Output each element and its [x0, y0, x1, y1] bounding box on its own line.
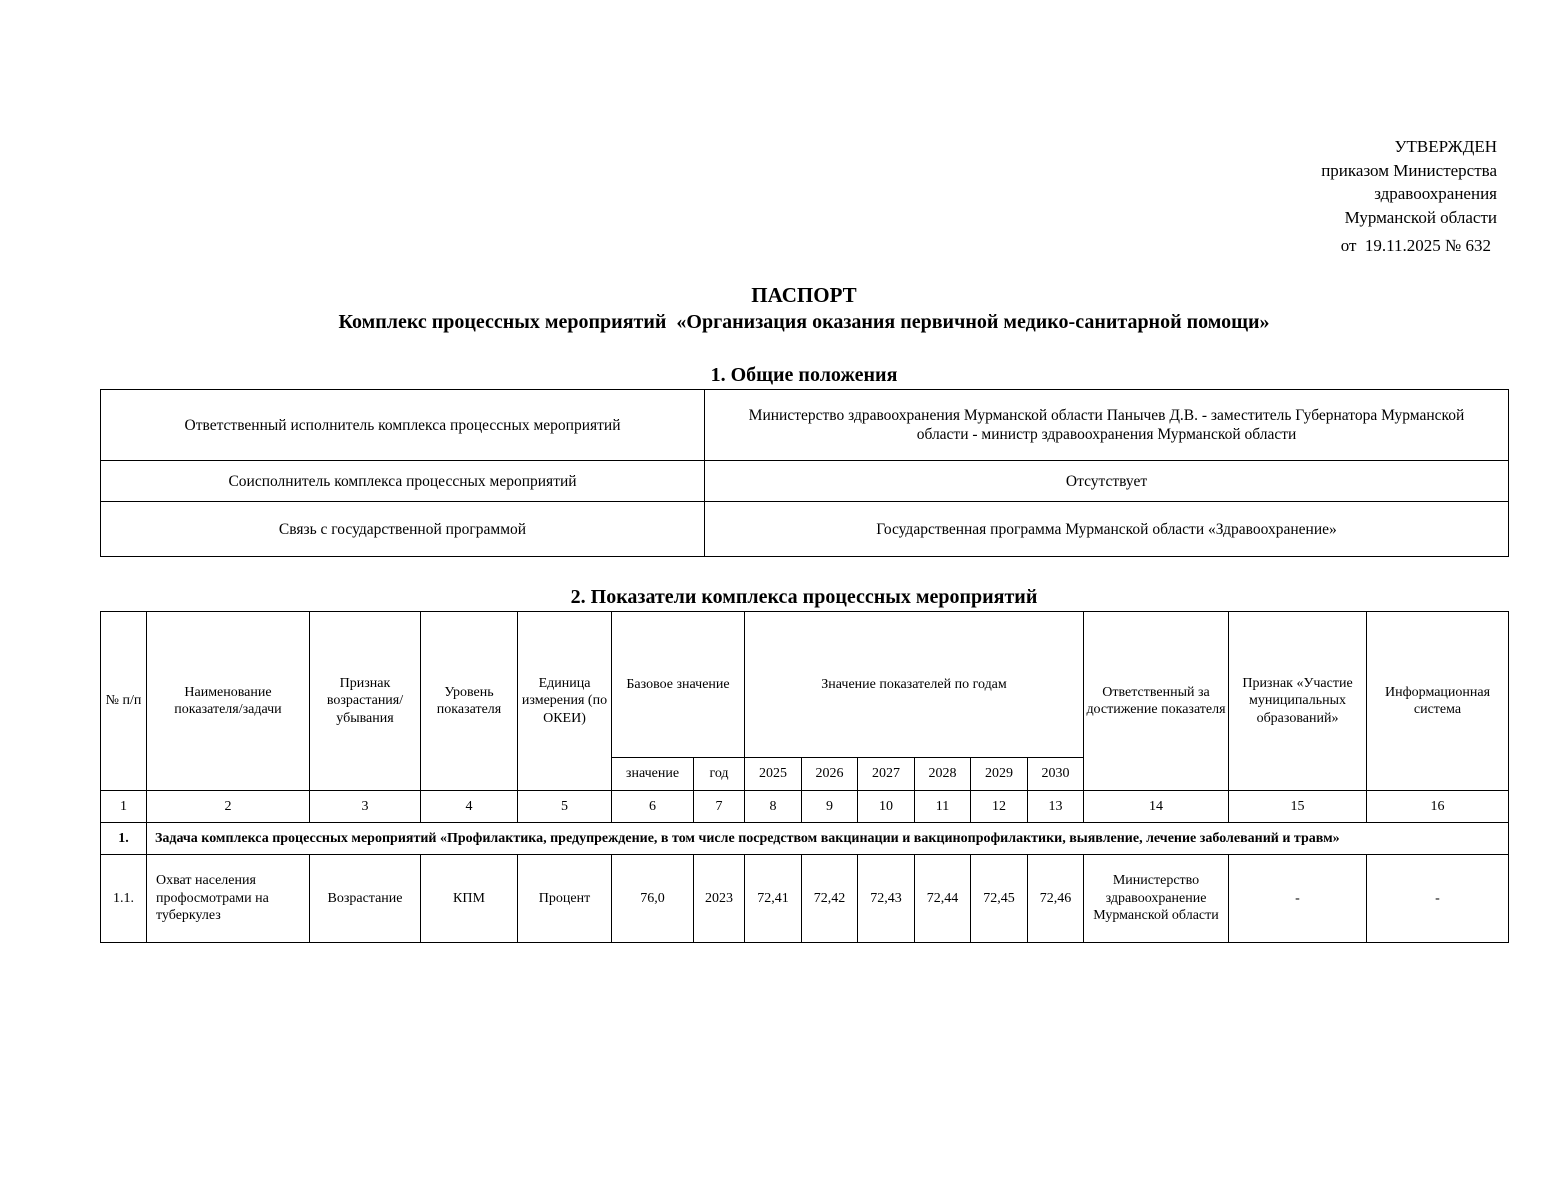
column-number: 2 [147, 791, 310, 823]
approval-date: от 19.11.2025 № 632 [1340, 236, 1491, 255]
section-2-title: 2. Показатели комплекса процессных мероприятий [570, 586, 1038, 608]
column-number: 4 [421, 791, 518, 823]
row-name: Охват населения профосмотрами на туберкулез [147, 855, 310, 943]
column-number: 8 [745, 791, 802, 823]
row-value-2025: 72,41 [745, 855, 802, 943]
header-year: 2025 [745, 758, 802, 791]
row-value-2027: 72,43 [858, 855, 915, 943]
document-title: ПАСПОРТ [751, 283, 857, 307]
row-base-year: 2023 [694, 855, 745, 943]
column-number: 9 [802, 791, 858, 823]
row-value: Министерство здравоохранения Мурманской области Панычев Д.В. - заместитель Губернатора Мурманской области - министр здравоохранения Мурманской области [705, 390, 1509, 461]
column-number: 12 [971, 791, 1028, 823]
header-responsible: Ответственный за достижение показателя [1084, 612, 1229, 791]
header-municipal: Признак «Участие муниципальных образований» [1229, 612, 1367, 791]
task-text: Задача комплекса процессных мероприятий «Профилактика, предупреждение, в том числе посредством вакцинации и вакцинопрофилактики, выявление, лечение заболеваний и травм» [147, 823, 1509, 855]
row-value-2028: 72,44 [915, 855, 971, 943]
row-value-2030: 72,46 [1028, 855, 1084, 943]
task-row [101, 823, 1509, 855]
header-name: Наименование показателя/задачи [147, 612, 310, 791]
header-years-group: Значение показателей по годам [745, 612, 1084, 758]
row-municipal: - [1229, 855, 1367, 943]
task-num: 1. [101, 823, 147, 855]
header-year: 2029 [971, 758, 1028, 791]
header-year: 2026 [802, 758, 858, 791]
row-responsible: Министерство здравоохранение Мурманской области [1084, 855, 1229, 943]
column-number: 11 [915, 791, 971, 823]
row-value-2026: 72,42 [802, 855, 858, 943]
table-row [101, 390, 1509, 461]
approval-line-2: приказом Министерства [1321, 160, 1497, 180]
approval-line-4: Мурманской области [1344, 207, 1497, 227]
header-level: Уровень показателя [421, 612, 518, 791]
header-base-year: год [694, 758, 745, 791]
column-number: 13 [1028, 791, 1084, 823]
row-value: Государственная программа Мурманской области «Здравоохранение» [705, 502, 1509, 557]
row-num: 1.1. [101, 855, 147, 943]
row-label: Связь с государственной программой [101, 502, 705, 557]
row-label: Соисполнитель комплекса процессных мероприятий [101, 461, 705, 502]
column-number: 3 [310, 791, 421, 823]
approval-line-3: здравоохранения [1374, 184, 1497, 203]
column-number: 6 [612, 791, 694, 823]
section-1-title: 1. Общие положения [710, 364, 898, 386]
header-info-system: Информационная система [1367, 612, 1509, 791]
table-row [101, 855, 1509, 943]
row-level: КПМ [421, 855, 518, 943]
column-number: 15 [1229, 791, 1367, 823]
approval-line-1: УТВЕРЖДЕН [1394, 137, 1497, 156]
table-row [101, 502, 1509, 557]
indicators-table [100, 611, 1509, 943]
header-year: 2028 [915, 758, 971, 791]
header-num: № п/п [101, 612, 147, 791]
header-trend: Признак возрастания/ убывания [310, 612, 421, 791]
general-provisions-table [100, 389, 1509, 557]
row-trend: Возрастание [310, 855, 421, 943]
column-number: 10 [858, 791, 915, 823]
header-year: 2030 [1028, 758, 1084, 791]
approval-block [1321, 135, 1497, 229]
row-info-system: - [1367, 855, 1509, 943]
row-value: Отсутствует [705, 461, 1509, 502]
header-base-value: значение [612, 758, 694, 791]
row-unit: Процент [518, 855, 612, 943]
header-unit: Единица измерения (по ОКЕИ) [518, 612, 612, 791]
column-number: 14 [1084, 791, 1229, 823]
column-number: 5 [518, 791, 612, 823]
column-number: 1 [101, 791, 147, 823]
document-subtitle: Комплекс процессных мероприятий «Организация оказания первичной медико-санитарной помощи» [338, 311, 1270, 333]
header-base: Базовое значение [612, 612, 745, 758]
row-base-value: 76,0 [612, 855, 694, 943]
column-number-row [101, 791, 1509, 823]
column-number: 16 [1367, 791, 1509, 823]
table-row [101, 461, 1509, 502]
column-number: 7 [694, 791, 745, 823]
header-row [101, 612, 1509, 758]
row-value-2029: 72,45 [971, 855, 1028, 943]
row-label: Ответственный исполнитель комплекса процессных мероприятий [101, 390, 705, 461]
header-year: 2027 [858, 758, 915, 791]
